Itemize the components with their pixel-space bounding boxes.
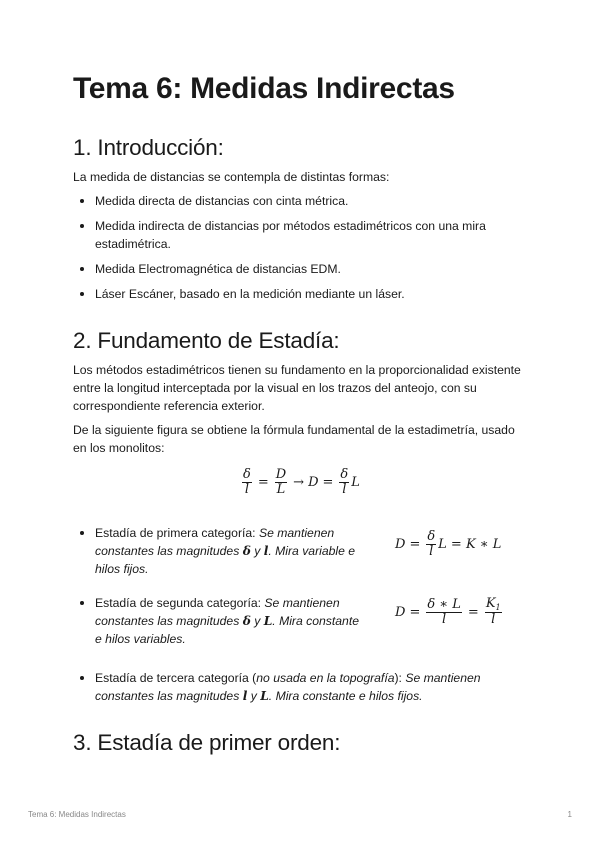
section-3-heading: 3. Estadía de primer orden: [73, 730, 341, 755]
list-item: Medida Electromagnética de distancias EDM. [73, 260, 528, 278]
list-item: Estadía de primera categoría: Se mantienen constantes las magnitudes δ y l. Mira variable e hilos fijos. [73, 524, 363, 578]
section-1-intro: La medida de distancias se contempla de distintas formas: [73, 170, 390, 184]
list-item: Estadía de tercera categoría (no usada en la topografía): Se mantienen constantes las magnitudes l y L. Mira constante e hilos fijos. [73, 669, 528, 705]
list-item: Estadía de segunda categoría: Se mantienen constantes las magnitudes δ y L. Mira constante e hilos variables. [73, 594, 363, 648]
section-1-list [73, 192, 528, 310]
category-2-formula: D = $\frac{\delta ∗ L}{l}$ = $\frac{K_1}{l}$ [395, 596, 501, 628]
page-number: 1 [567, 810, 572, 819]
footer-title: Tema 6: Medidas Indirectas [28, 810, 126, 819]
page-title: Tema 6: Medidas Indirectas [73, 72, 455, 105]
list-item: Medida directa de distancias con cinta métrica. [73, 192, 528, 210]
section-2-heading: 2. Fundamento de Estadía: [73, 328, 340, 353]
section-1-heading: 1. Introducción: [73, 135, 224, 160]
category-1 [73, 524, 363, 578]
fundamental-formula: $\frac{\delta}{l}$ = $\frac{D}{L}$ → D = $\frac{\delta}{l}$ L [243, 467, 360, 497]
category-2 [73, 594, 363, 648]
list-item: Medida indirecta de distancias por métodos estadimétricos con una mira estadimétrica. [73, 217, 528, 253]
section-2-paragraph-1: Los métodos estadimétricos tienen su fundamento en la proporcionalidad existente entre la longitud interceptada por la visual en los trazos del anteojo, con su correspondiente referencia exterior. [73, 363, 521, 413]
category-1-formula: D = $\frac{\delta}{l}$ L = K ∗ L [395, 529, 502, 559]
list-item: Láser Escáner, basado en la medición mediante un láser. [73, 285, 528, 303]
category-3 [73, 669, 528, 712]
section-2-paragraph-2: De la siguiente figura se obtiene la fórmula fundamental de la estadimetría, usado en los monolitos: [73, 423, 515, 455]
